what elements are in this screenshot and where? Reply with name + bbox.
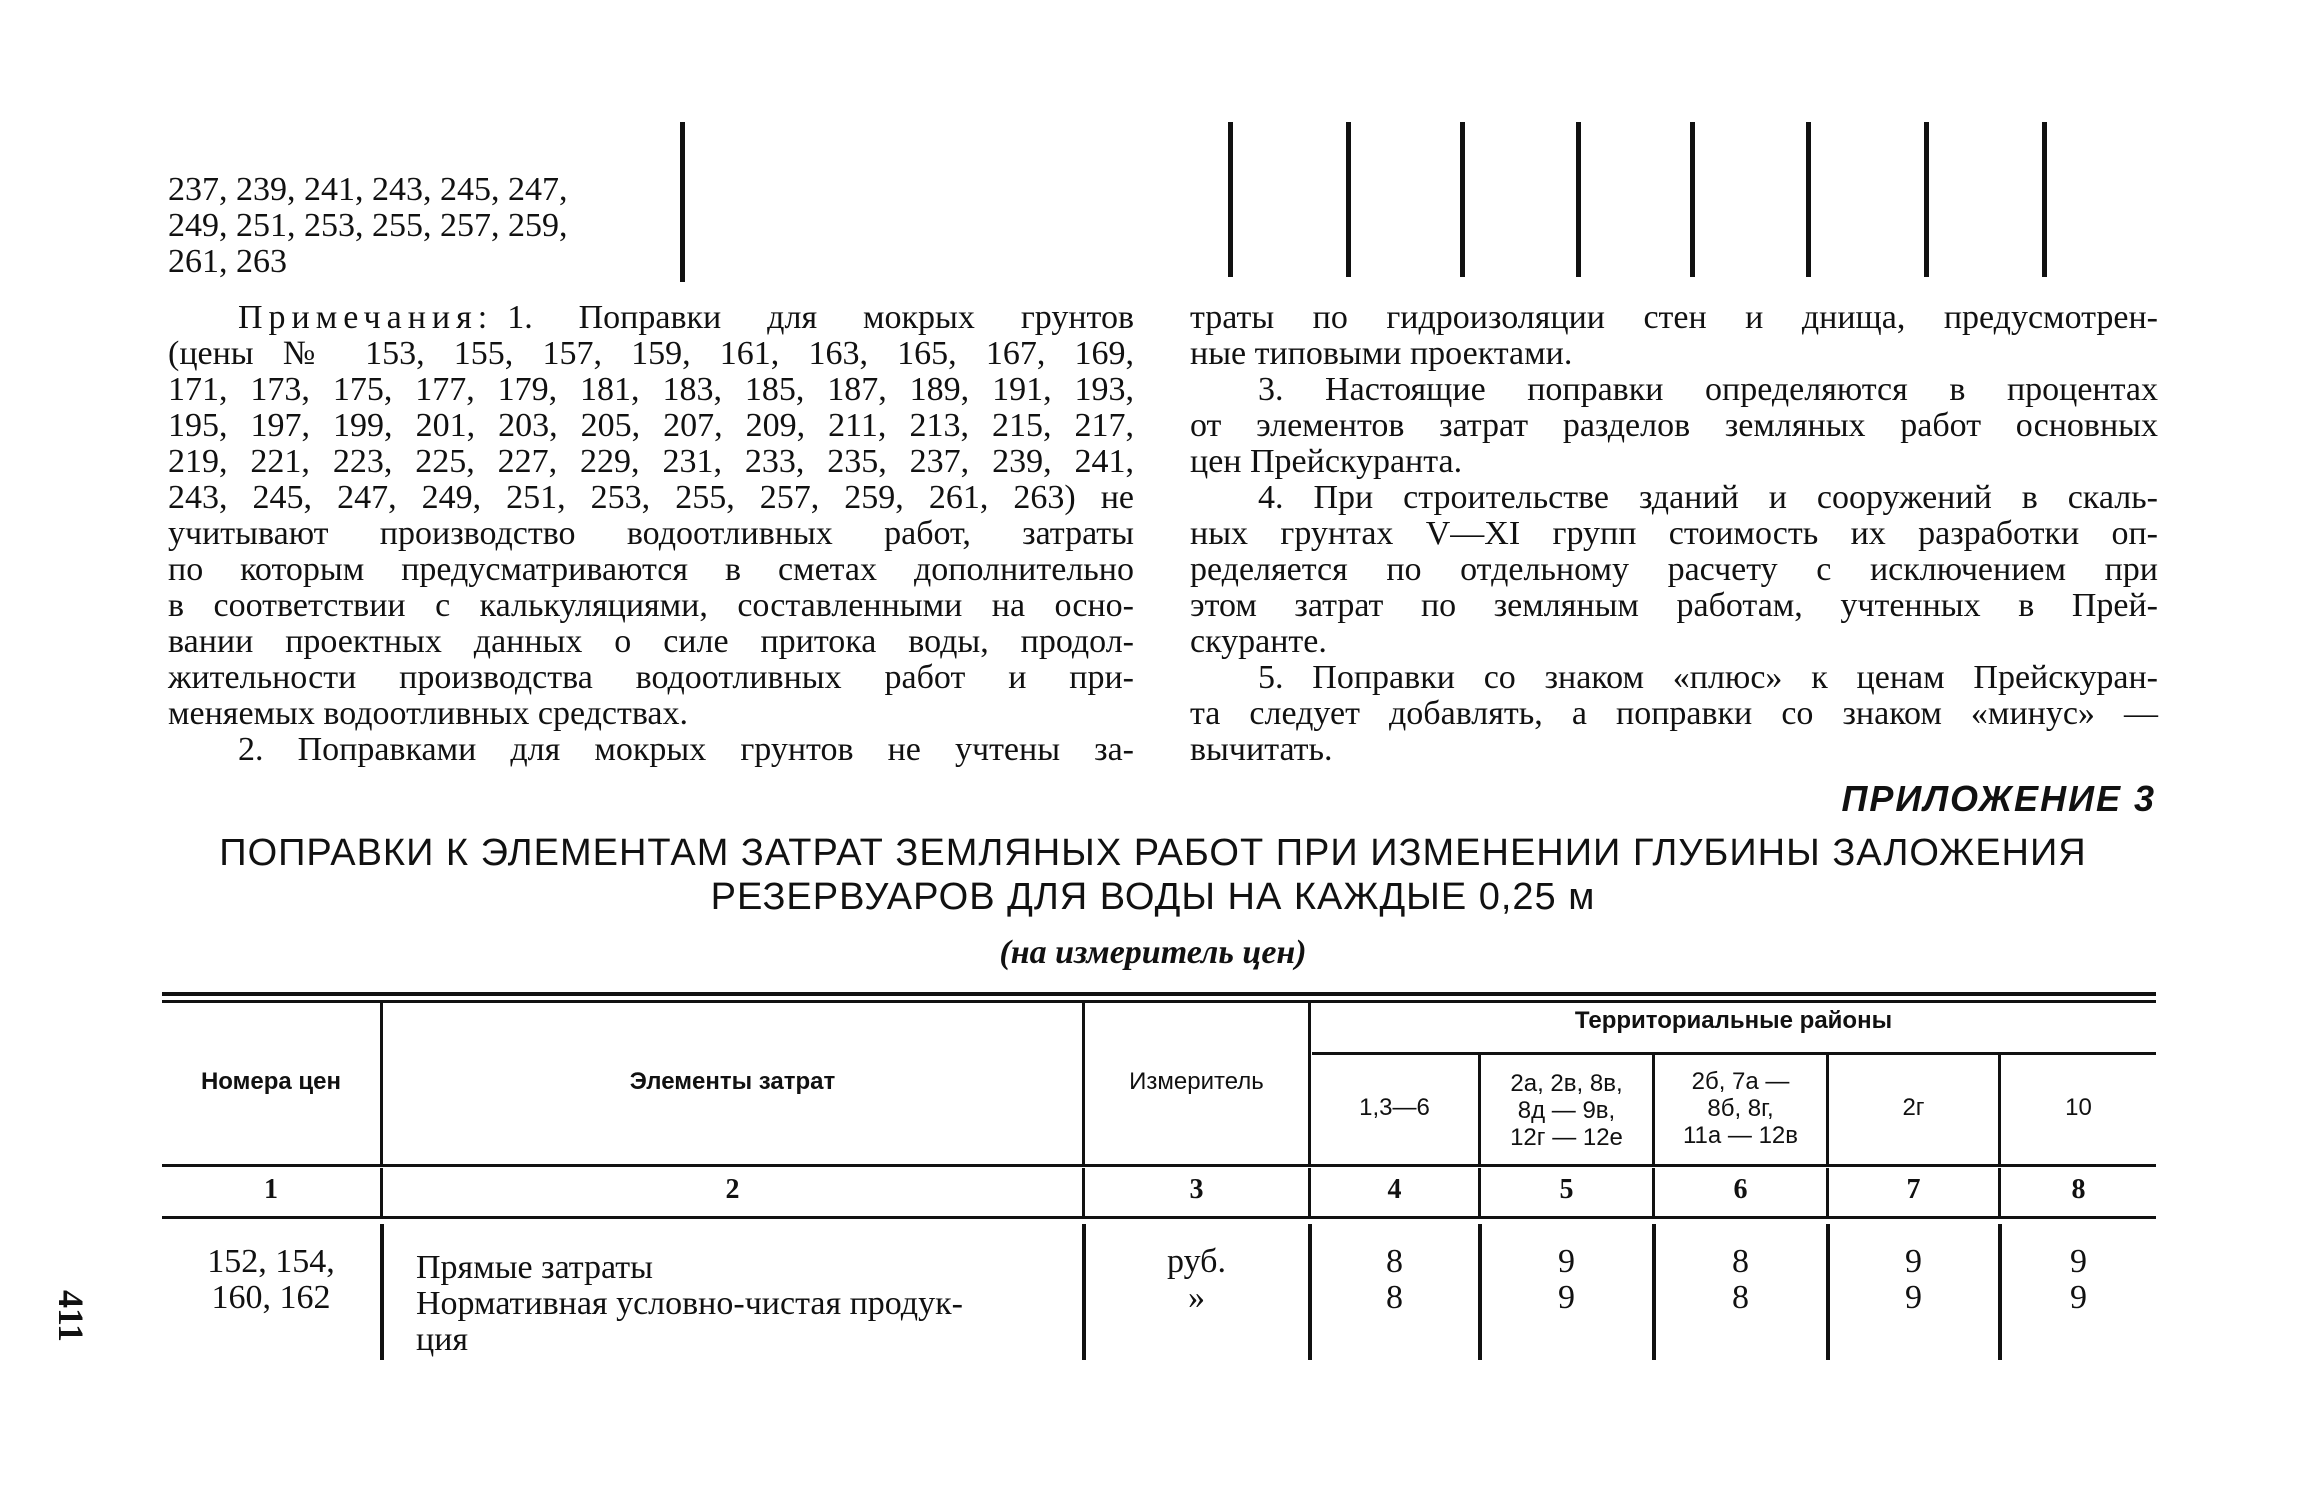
note-line: цен Прейскуранта. [1190,443,1463,480]
column-number: 2 [725,1174,740,1205]
column-rule [1576,122,1581,277]
value: 8 [1732,1243,1749,1280]
note-line: вычитать. [1190,731,1333,768]
header-unit: Измеритель [1129,1068,1264,1095]
page-number: 411 [51,1290,91,1343]
note-line: та следует добавлять, а поправки со знаком «минус» — [1190,695,2158,732]
column-number: 4 [1387,1174,1402,1205]
note-line: ные типовыми проектами. [1190,335,1573,372]
table-row [162,1244,380,1316]
note-line: 195, 197, 199, 201, 203, 205, 207, 209, 211, 213, 215, 217, [168,407,1134,444]
unit-value: руб. [1167,1243,1226,1280]
note-line: (цены № 153, 155, 157, 159, 161, 163, 165, 167, 169, [168,335,1134,372]
note-line: меняемых водоотливных средствах. [168,695,689,732]
list-line: 237, 239, 241, 243, 245, 247, [168,171,568,208]
column-number: 6 [1733,1174,1748,1205]
header-elements: Элементы затрат [629,1068,836,1095]
notes-right [1190,300,2158,768]
value: 9 [2070,1279,2087,1316]
value: 8 [1386,1243,1403,1280]
note-text: 1. Поправки для мокрых грунтов [507,299,1134,336]
column-rule [1346,122,1351,277]
value: 9 [1558,1279,1575,1316]
value: 9 [1905,1279,1922,1316]
header-line: 8д — 9в, [1517,1097,1616,1124]
table-rule-top [162,992,2156,996]
region-value-cell [1481,1244,1652,1316]
table-column-rule [380,1224,384,1360]
column-number: 1 [264,1174,278,1205]
note-line: 243, 245, 247, 249, 251, 253, 255, 257, 259, 261, 263) не [168,479,1134,516]
column-number: 3 [1189,1174,1204,1205]
table-rule-regions [1312,1052,2156,1055]
value: 8 [1732,1279,1749,1316]
column-rule [1806,122,1811,277]
note-line: по которым предусматриваются в сметах дополнительно [168,551,1134,588]
cost-element: Прямые затраты [416,1249,653,1286]
header-region-1: 1,3—6 [1359,1094,1430,1121]
note-line: ределяется по отдельному расчету с исключением при [1190,551,2158,588]
table-rule-top [162,1000,2156,1003]
header-line: 11а — 12в [1682,1122,1799,1149]
notes-label: Примечания: [238,299,494,336]
column-rule [1228,122,1233,277]
header-line: 12г — 12е [1510,1124,1623,1151]
header-regions: Территориальные районы [1574,1007,1893,1034]
header-prices: Номера цен [200,1068,342,1095]
region-value-cell [1829,1244,1998,1316]
cost-element: Нормативная условно-чистая продук- [416,1285,963,1322]
note-line: 4. При строительстве зданий и сооружений в скаль- [1258,479,2158,516]
table-rule-header [162,1164,2156,1167]
value: 9 [1558,1243,1575,1280]
note-line: 171, 173, 175, 177, 179, 181, 183, 185, 187, 189, 191, 193, [168,371,1134,408]
note-line: в соответствии с калькуляциями, составленными на осно- [168,587,1134,624]
column-number: 8 [2071,1174,2086,1205]
price-numbers: 152, 154, [207,1243,335,1280]
table-subtitle: (на измеритель цен) [999,934,1307,971]
note-line: ных грунтах V—XI групп стоимость их разработки оп- [1190,515,2158,552]
cost-element: ция [416,1321,469,1358]
list-line: 249, 251, 253, 255, 257, 259, [168,207,568,244]
header-region-4: 2г [1902,1094,1925,1121]
column-rule [1460,122,1465,277]
price-list-continuation [168,172,568,280]
column-number: 7 [1906,1174,1921,1205]
column-rule [680,122,685,282]
header-region-5: 10 [2065,1094,2092,1121]
region-value-cell [1655,1244,1826,1316]
list-line: 261, 263 [168,243,287,280]
column-rule [2042,122,2047,277]
table-rule-numbers [162,1216,2156,1219]
note-line: этом затрат по земляным работам, учтенных в Прей- [1190,587,2158,624]
table-title-line2: РЕЗЕРВУАРОВ ДЛЯ ВОДЫ НА КАЖДЫЕ 0,25 м [710,876,1596,918]
region-value-cell [1311,1244,1478,1316]
column-number: 5 [1559,1174,1574,1205]
header-region-2 [1481,1070,1652,1151]
column-rule [1690,122,1695,277]
price-numbers: 160, 162 [211,1279,331,1316]
notes-left [168,300,1134,768]
note-line: скуранте. [1190,623,1327,660]
header-region-3 [1655,1068,1826,1149]
unit-cell [1085,1244,1308,1316]
value: 8 [1386,1279,1403,1316]
value: 9 [1905,1243,1922,1280]
header-line: 2б, 7а — [1691,1068,1790,1095]
header-line: 8б, 8г, [1707,1095,1774,1122]
note-line: вании проектных данных о силе притока воды, продол- [168,623,1134,660]
note-line: 5. Поправки со знаком «плюс» к ценам Прейскуран- [1258,659,2158,696]
note-line: жительности производства водоотливных работ и при- [168,659,1134,696]
header-line: 2а, 2в, 8в, [1510,1070,1623,1097]
column-rule [1924,122,1929,277]
note-line: от элементов затрат разделов земляных работ основных [1190,407,2158,444]
note-line: учитывают производство водоотливных работ, затраты [168,515,1134,552]
cost-elements [416,1250,963,1358]
value: 9 [2070,1243,2087,1280]
note-line: траты по гидроизоляции стен и днища, предусмотрен- [1190,299,2158,336]
region-value-cell [2001,1244,2156,1316]
note-line: 3. Настоящие поправки определяются в процентах [1258,371,2158,408]
note-line: 2. Поправками для мокрых грунтов не учтены за- [238,731,1134,768]
appendix-label: ПРИЛОЖЕНИЕ 3 [1841,778,2156,819]
unit-value: » [1188,1279,1205,1316]
table-title-line1: ПОПРАВКИ К ЭЛЕМЕНТАМ ЗАТРАТ ЗЕМЛЯНЫХ РАБОТ ПРИ ИЗМЕНЕНИИ ГЛУБИНЫ ЗАЛОЖЕНИЯ [219,832,2087,874]
note-line: 219, 221, 223, 225, 227, 229, 231, 233, 235, 237, 239, 241, [168,443,1134,480]
